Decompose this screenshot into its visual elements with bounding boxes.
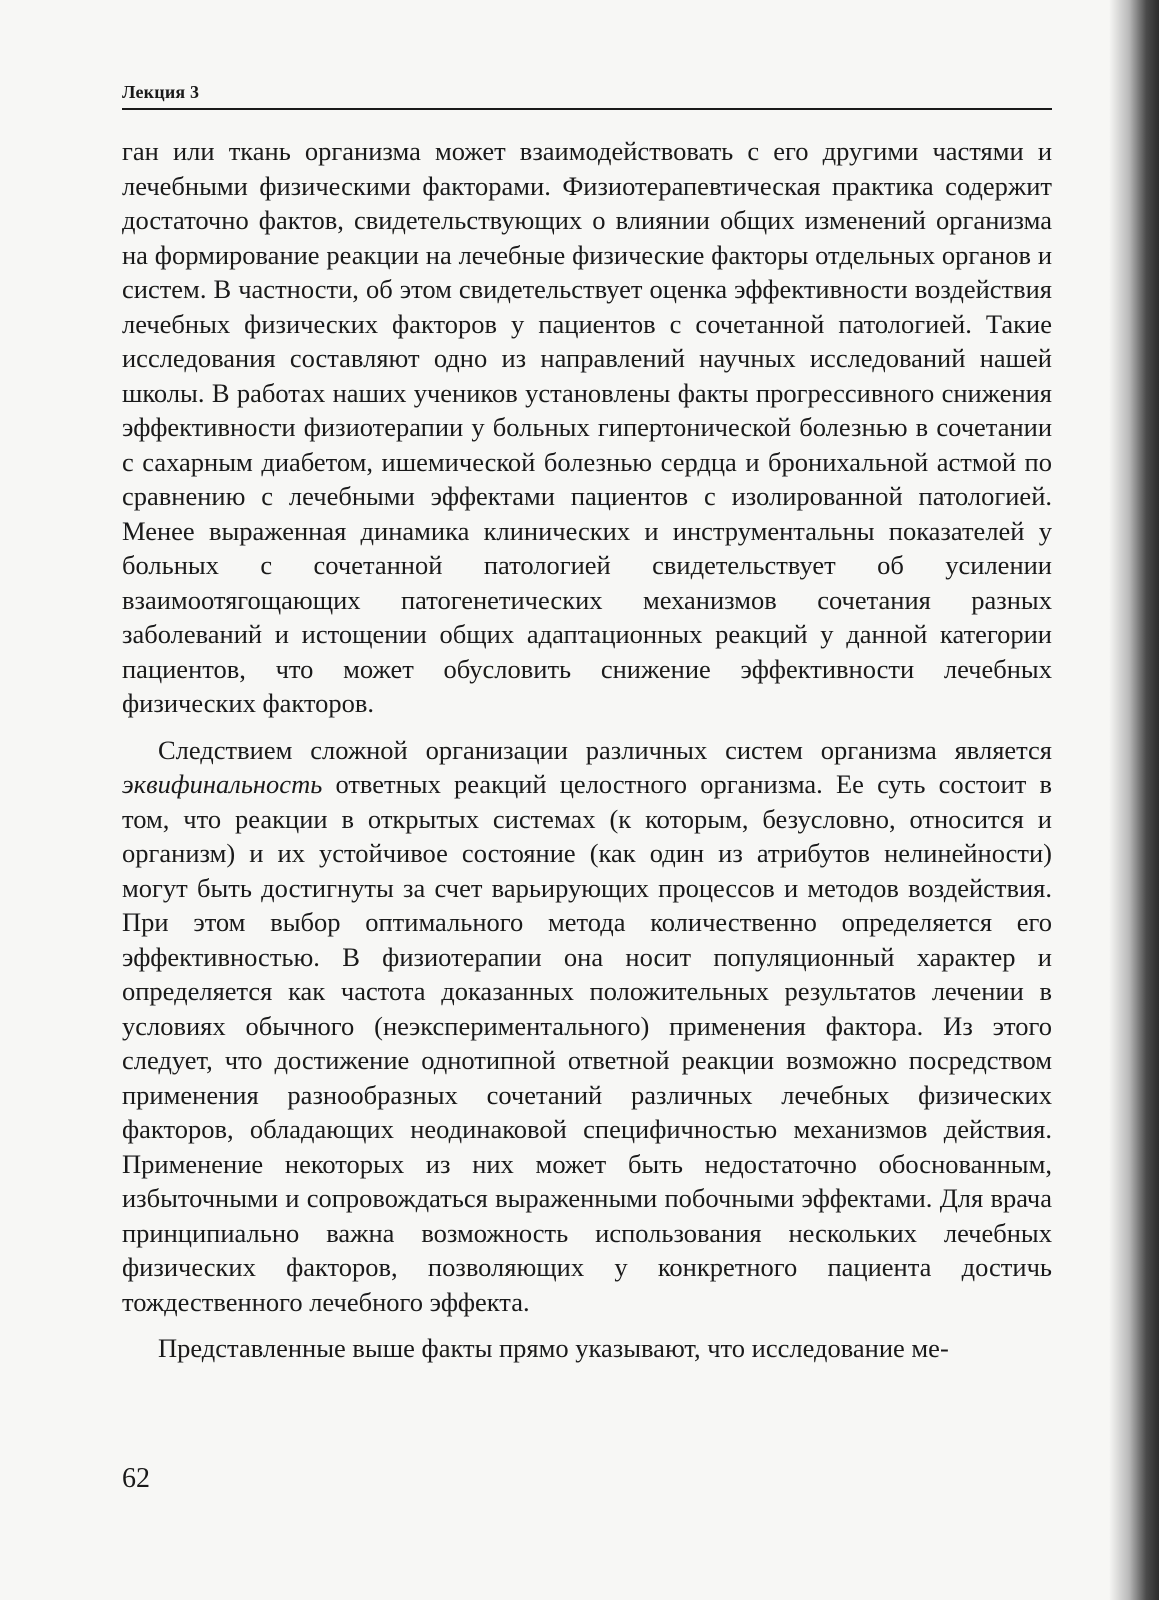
paragraph-3 <box>122 1331 1052 1366</box>
paragraph-2-text-start: Следствием сложной организации различных систем организма является <box>158 734 1052 765</box>
emphasized-term: эквифинальность <box>122 769 323 799</box>
page-spine-shadow <box>1109 0 1159 1600</box>
paragraph-1-text: ган или ткань организма может взаимодействовать с его другими частями и лечебными физическими факторами. Физиотерапевтическая практика содержит достаточно фактов, свидетельствующих о влиянии общих изменений организма на формирование реакции на лечебные физические факторы отдельных органов и систем. В частности, об этом свидетельствует оценка эффективности воздействия лечебных физических факторов у пациентов с сочетанной патологией. Такие исследования составляют одно из направлений научных исследований нашей школы. В работах наших учеников установлены факты прогрессивного снижения эффективности физиотерапии у больных гипертонической болезнью в сочетании с сахарным диабетом, ишемической болезнью сердца и бронихальной астмой по сравнению с лечебными эффектами пациентов с изолированной патологией. Менее выраженная динамика клинических и инструментальны показателей у больных с сочетанной патологией свидетельствует об усилении взаимоотягощающих патогенетических механизмов сочетания разных заболеваний и истощении общих адаптационных реакций у данной категории пациентов, что может обусловить снижение эффективности лечебных физических факторов. <box>122 136 1052 718</box>
paragraph-2-text-rest: ответных реакций целостного организма. Ее суть состоит в том, что реакции в открытых системах (к которым, безусловно, относится и организм) и их устойчивое состояние (как один из атрибутов нелинейности) могут быть достигнуты за счет варьирующих процессов и методов воздействия. При этом выбор оптимального метода количественно определяется его эффективностью. В физиотерапии она носит популяционный характер и определяется как частота доказанных положительных результатов лечении в условиях обычного (неэкспериментального) применения фактора. Из этого следует, что достижение однотипной ответной реакции возможно посредством применения разнообразных сочетаний различных лечебных физических факторов, обладающих неодинаковой специфичностью механизмов действия. Применение некоторых из них может быть недостаточно обоснованным, избыточными и сопровождаться выраженными побочными эффектами. Для врача принципиально важна возможность использования нескольких лечебных физических факторов, позволяющих у конкретного пациента достичь тождественного лечебного эффекта. <box>122 769 1052 1317</box>
page-number: 62 <box>122 1463 150 1494</box>
running-head <box>122 80 1052 110</box>
paragraph-1 <box>122 134 1052 721</box>
running-head-title: Лекция 3 <box>122 82 200 102</box>
body-text <box>122 134 1052 1378</box>
paragraph-2 <box>122 733 1052 1320</box>
paragraph-3-text: Представленные выше факты прямо указывают, что исследование ме- <box>158 1333 949 1363</box>
